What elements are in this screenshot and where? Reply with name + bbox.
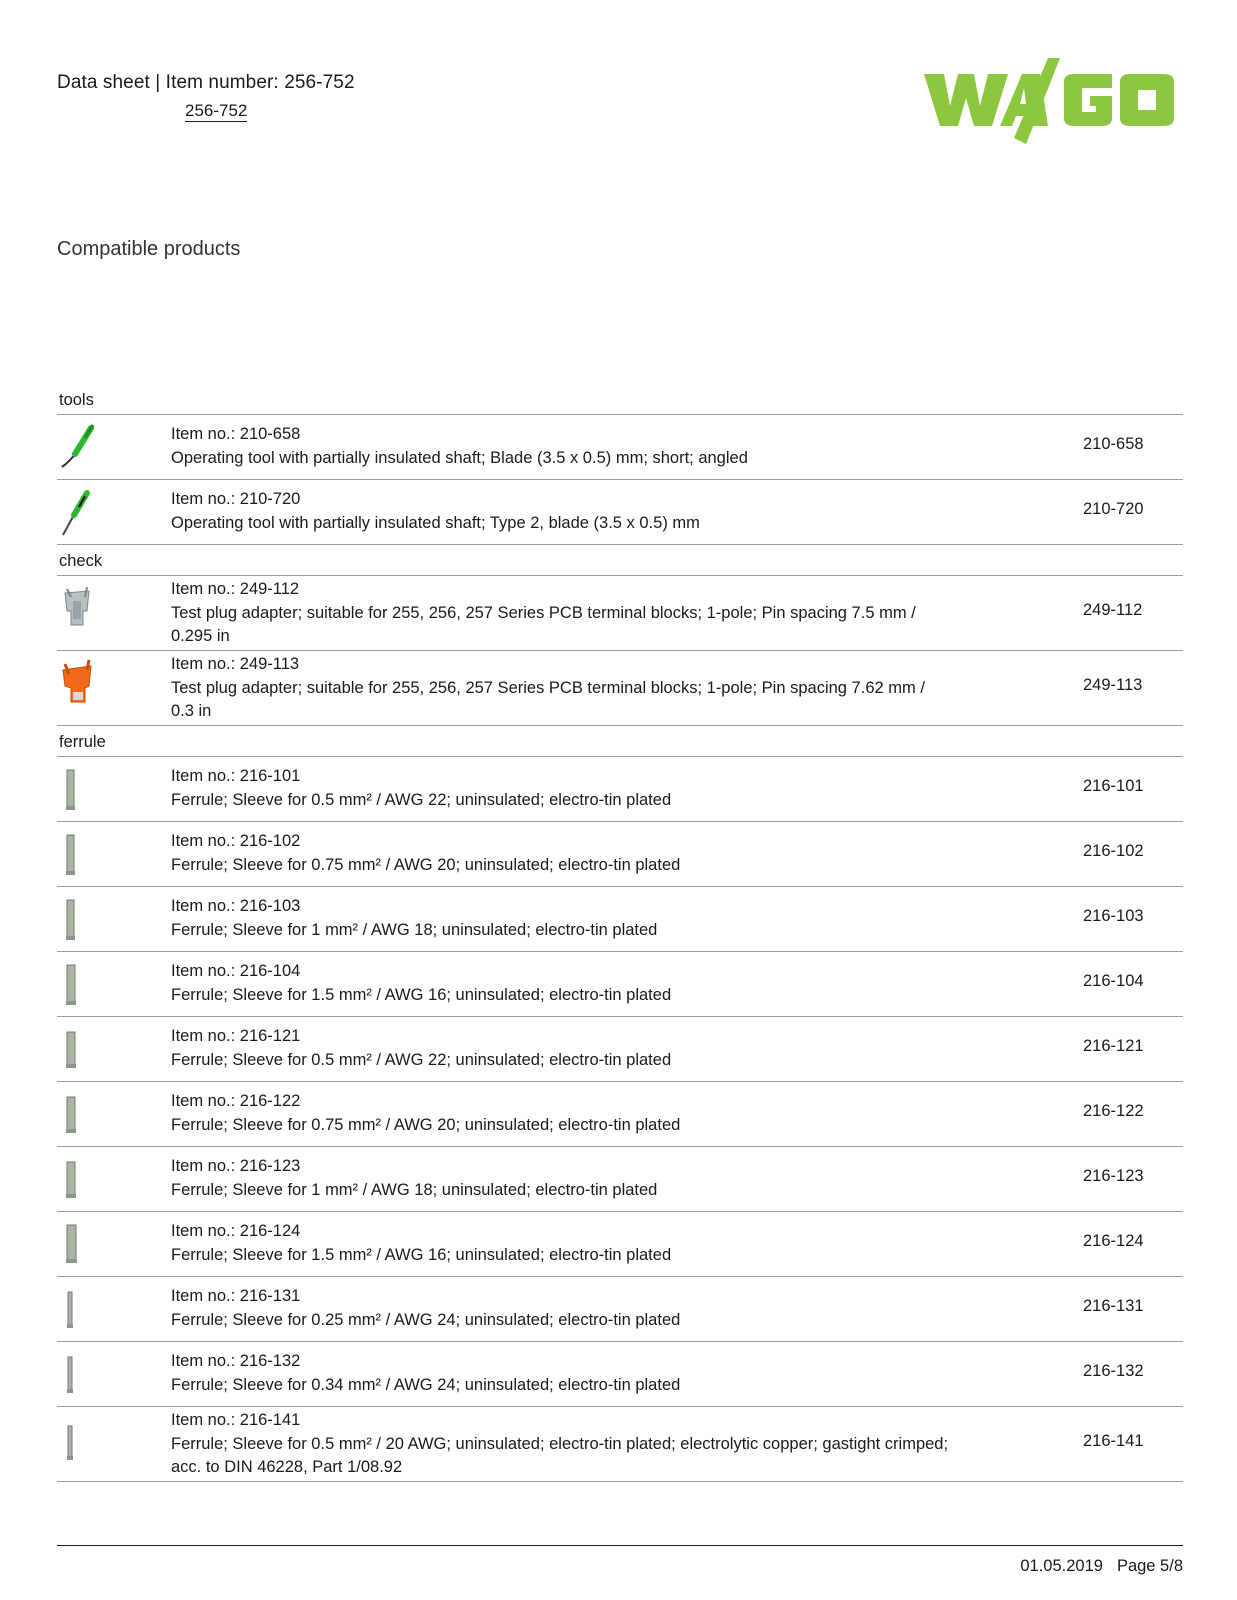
item-description: Ferrule; Sleeve for 1.5 mm² / AWG 16; uninsulated; electro-tin plated	[171, 1245, 672, 1264]
category-check: check	[57, 545, 1183, 576]
item-number[interactable]: 216-132	[1083, 1362, 1144, 1380]
product-row[interactable]	[57, 1342, 1183, 1407]
page-title: Data sheet | Item number: 256-752	[57, 72, 355, 93]
item-description: Ferrule; Sleeve for 0.75 mm² / AWG 20; uninsulated; electro-tin plated	[171, 1115, 681, 1134]
product-row[interactable]	[57, 1407, 1183, 1482]
product-row[interactable]	[57, 757, 1183, 822]
item-description: Ferrule; Sleeve for 0.34 mm² / AWG 24; uninsulated; electro-tin plated	[171, 1375, 681, 1394]
product-row[interactable]	[57, 887, 1183, 952]
item-no-label: Item no.: 216-102	[171, 832, 301, 850]
item-number[interactable]: 216-122	[1083, 1102, 1144, 1120]
compatible-products-heading: Compatible products	[57, 238, 241, 260]
item-no-label: Item no.: 249-113	[171, 655, 300, 673]
product-row[interactable]	[57, 1082, 1183, 1147]
product-row[interactable]	[57, 651, 1183, 726]
ferrule-icon	[59, 1154, 95, 1204]
item-number[interactable]: 216-103	[1083, 907, 1144, 925]
page-footer	[1020, 1557, 1183, 1576]
thin-ferrule-icon	[59, 1349, 95, 1399]
item-no-label: Item no.: 216-101	[171, 767, 301, 785]
item-description: Test plug adapter; suitable for 255, 256, 257 Series PCB terminal blocks; 1-pole; Pin spacing 7.5 mm / 0.295 in	[171, 603, 916, 645]
product-row[interactable]	[57, 1277, 1183, 1342]
ferrule-icon	[59, 1219, 95, 1269]
ferrule-icon	[59, 894, 95, 944]
item-no-label: Item no.: 216-122	[171, 1092, 301, 1110]
screwdriver-icon	[59, 487, 95, 537]
item-description: Operating tool with partially insulated shaft; Blade (3.5 x 0.5) mm; short; angled	[171, 448, 748, 467]
item-number[interactable]: 216-124	[1083, 1232, 1144, 1250]
item-no-label: Item no.: 216-131	[171, 1287, 301, 1305]
ferrule-icon	[59, 764, 95, 814]
item-no-label: Item no.: 210-658	[171, 425, 301, 443]
item-no-label: Item no.: 216-121	[171, 1027, 301, 1045]
item-no-label: Item no.: 216-103	[171, 897, 301, 915]
ferrule-icon	[59, 1089, 95, 1139]
category-tools: tools	[57, 384, 1183, 415]
wago-logo	[924, 58, 1182, 144]
product-row[interactable]	[57, 576, 1183, 651]
category-ferrule: ferrule	[57, 726, 1183, 757]
item-number[interactable]: 216-131	[1083, 1297, 1144, 1315]
product-row[interactable]	[57, 1212, 1183, 1277]
product-row[interactable]	[57, 822, 1183, 887]
angled-screwdriver-icon	[59, 422, 95, 472]
item-description: Ferrule; Sleeve for 0.25 mm² / AWG 24; uninsulated; electro-tin plated	[171, 1310, 681, 1329]
item-no-label: Item no.: 210-720	[171, 490, 301, 508]
footer-divider	[57, 1545, 1183, 1546]
product-row[interactable]	[57, 415, 1183, 480]
item-no-label: Item no.: 216-104	[171, 962, 301, 980]
item-number[interactable]: 216-101	[1083, 777, 1144, 795]
item-no-label: Item no.: 216-141	[171, 1411, 301, 1429]
item-description: Ferrule; Sleeve for 0.5 mm² / AWG 22; uninsulated; electro-tin plated	[171, 790, 672, 809]
item-description: Ferrule; Sleeve for 1.5 mm² / AWG 16; uninsulated; electro-tin plated	[171, 985, 672, 1004]
orange-test-plug-icon	[59, 658, 95, 708]
item-number[interactable]: 249-112	[1083, 601, 1143, 619]
item-description: Ferrule; Sleeve for 0.5 mm² / AWG 22; uninsulated; electro-tin plated	[171, 1050, 672, 1069]
product-row[interactable]	[57, 952, 1183, 1017]
item-number[interactable]: 216-102	[1083, 842, 1144, 860]
thin-ferrule-icon	[59, 1414, 95, 1464]
item-number[interactable]: 210-658	[1083, 435, 1144, 453]
ferrule-icon	[59, 829, 95, 879]
item-description: Ferrule; Sleeve for 1 mm² / AWG 18; uninsulated; electro-tin plated	[171, 920, 658, 939]
item-description: Ferrule; Sleeve for 0.5 mm² / 20 AWG; uninsulated; electro-tin plated; electrolytic copper; gastight crimped; acc. to DIN 46228, Part 1/08.92	[171, 1434, 949, 1476]
item-no-label: Item no.: 249-112	[171, 580, 300, 598]
footer-page-number: Page 5/8	[1116, 1557, 1183, 1575]
item-no-label: Item no.: 216-132	[171, 1352, 301, 1370]
gray-test-plug-icon	[59, 583, 95, 633]
item-description: Test plug adapter; suitable for 255, 256, 257 Series PCB terminal blocks; 1-pole; Pin spacing 7.62 mm / 0.3 in	[171, 678, 925, 720]
thin-ferrule-icon	[59, 1284, 95, 1334]
item-number[interactable]: 216-141	[1083, 1432, 1144, 1450]
item-description: Ferrule; Sleeve for 1 mm² / AWG 18; uninsulated; electro-tin plated	[171, 1180, 658, 1199]
item-number[interactable]: 216-123	[1083, 1167, 1144, 1185]
item-description: Operating tool with partially insulated shaft; Type 2, blade (3.5 x 0.5) mm	[171, 513, 700, 532]
item-number[interactable]: 216-104	[1083, 972, 1144, 990]
item-no-label: Item no.: 216-123	[171, 1157, 301, 1175]
item-description: Ferrule; Sleeve for 0.75 mm² / AWG 20; uninsulated; electro-tin plated	[171, 855, 681, 874]
compatible-products-table	[57, 384, 1183, 1482]
ferrule-icon	[59, 1024, 95, 1074]
item-number-link[interactable]: 256-752	[185, 101, 248, 120]
product-row[interactable]	[57, 480, 1183, 545]
footer-date: 01.05.2019	[1020, 1557, 1103, 1575]
product-row[interactable]	[57, 1147, 1183, 1212]
item-number[interactable]: 249-113	[1083, 676, 1143, 694]
item-no-label: Item no.: 216-124	[171, 1222, 301, 1240]
item-number[interactable]: 210-720	[1083, 500, 1144, 518]
item-number[interactable]: 216-121	[1083, 1037, 1144, 1055]
product-row[interactable]	[57, 1017, 1183, 1082]
ferrule-icon	[59, 959, 95, 1009]
